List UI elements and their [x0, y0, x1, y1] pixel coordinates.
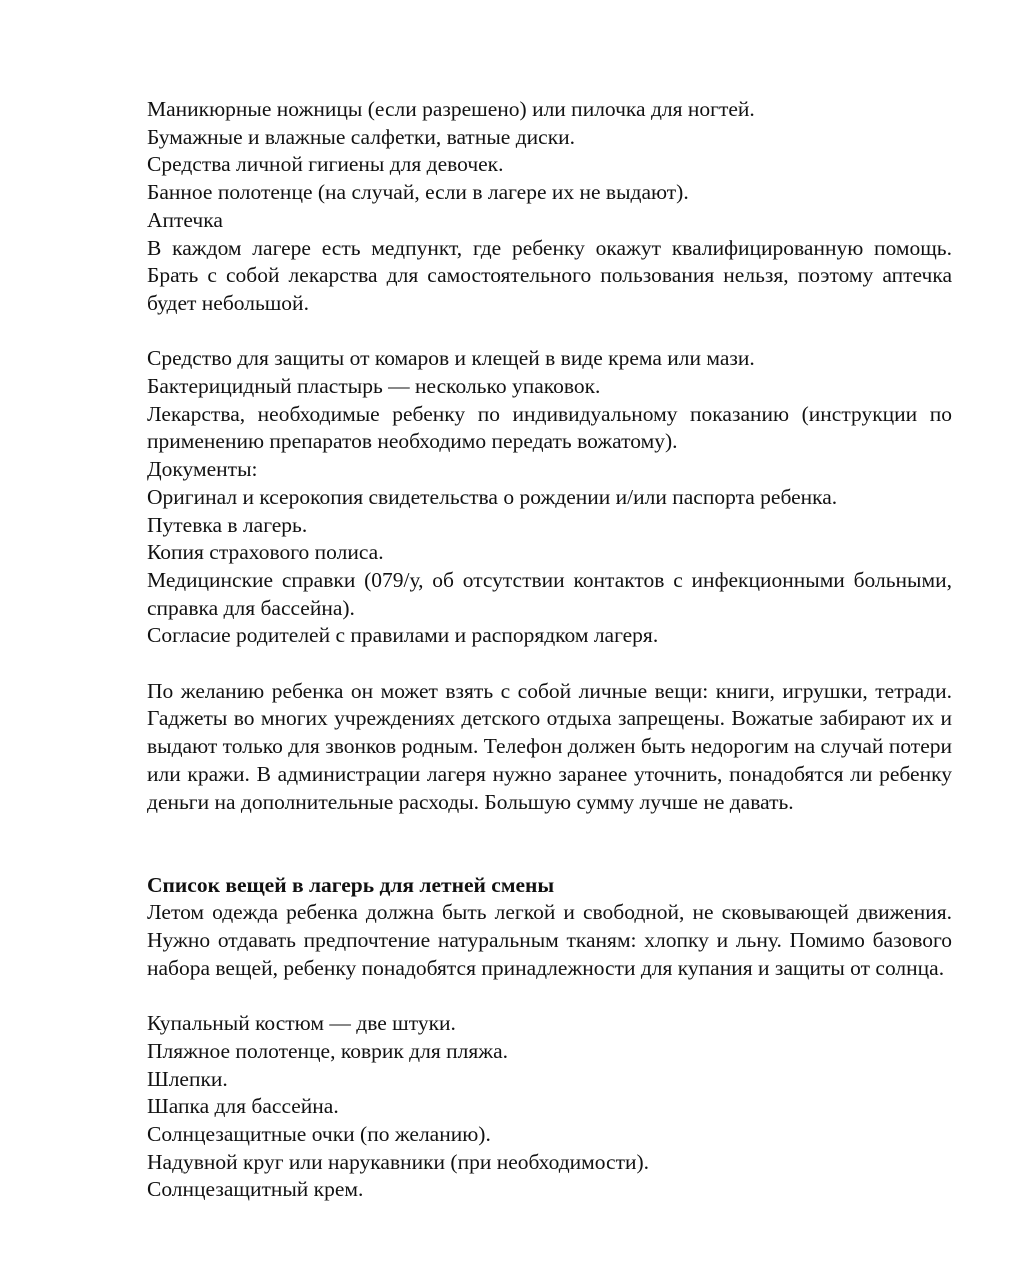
- summer-intro: Летом одежда ребенка должна быть легкой и свободной, не сковывающей движения. Нужно отдавать предпочтение натуральным тканям: хлопку и льну. Помимо базового набора вещей, ребенку понадобятся принадлежности для купания и защиты от солнца.: [147, 900, 952, 980]
- hygiene-item: Банное полотенце (на случай, если в лагере их не выдают).: [147, 180, 689, 205]
- summer-item: Солнцезащитные очки (по желанию).: [147, 1121, 491, 1146]
- document-page: [147, 96, 952, 1204]
- personal-items-note: По желанию ребенка он может взять с собой личные вещи: книги, игрушки, тетради. Гаджеты во многих учреждениях детского отдыха запрещены. Вожатые забирают их и выдают только для звонков родным. Телефон должен быть недорогим на случай потери или кражи. В администрации лагеря нужно заранее уточнить, понадобятся ли ребенку деньги на дополнительные расходы. Большую сумму лучше не давать.: [147, 678, 952, 814]
- document-item: Согласие родителей с правилами и распорядком лагеря.: [147, 623, 659, 648]
- summer-item: Солнцезащитный крем.: [147, 1177, 364, 1202]
- document-item: Копия страхового полиса.: [147, 540, 384, 565]
- summer-item: Шапка для бассейна.: [147, 1094, 339, 1119]
- paragraph-spacer: [147, 982, 952, 1010]
- document-item: Оригинал и ксерокопия свидетельства о рождении и/или паспорта ребенка.: [147, 484, 838, 509]
- first-aid-item: Средство для защиты от комаров и клещей в виде крема или мази.: [147, 346, 755, 371]
- paragraph-spacer: [147, 650, 952, 678]
- documents-title: Документы:: [147, 457, 258, 482]
- section-spacer: [147, 816, 952, 871]
- first-aid-item: Лекарства, необходимые ребенку по индивидуальному показанию (инструкции по применению препаратов необходимо передать вожатому).: [147, 401, 952, 454]
- summer-item: Купальный костюм — две штуки.: [147, 1011, 456, 1036]
- first-aid-title: Аптечка: [147, 207, 223, 232]
- hygiene-item: Бумажные и влажные салфетки, ватные диски.: [147, 124, 576, 149]
- summer-item: Пляжное полотенце, коврик для пляжа.: [147, 1038, 509, 1063]
- summer-section-heading: Список вещей в лагерь для летней смены: [147, 872, 555, 897]
- first-aid-intro: В каждом лагере есть медпункт, где ребенку окажут квалифицированную помощь. Брать с собой лекарства для самостоятельного пользования нельзя, поэтому аптечка будет небольшой.: [147, 235, 952, 315]
- summer-item: Надувной круг или нарукавники (при необходимости).: [147, 1149, 650, 1174]
- first-aid-item: Бактерицидный пластырь — несколько упаковок.: [147, 374, 601, 399]
- hygiene-item: Маникюрные ножницы (если разрешено) или пилочка для ногтей.: [147, 97, 755, 121]
- hygiene-item: Средства личной гигиены для девочек.: [147, 152, 504, 177]
- summer-item: Шлепки.: [147, 1066, 228, 1091]
- document-item: Путевка в лагерь.: [147, 512, 308, 537]
- paragraph-spacer: [147, 318, 952, 346]
- document-item: Медицинские справки (079/у, об отсутствии контактов с инфекционными больными, справка для бассейна).: [147, 567, 952, 620]
